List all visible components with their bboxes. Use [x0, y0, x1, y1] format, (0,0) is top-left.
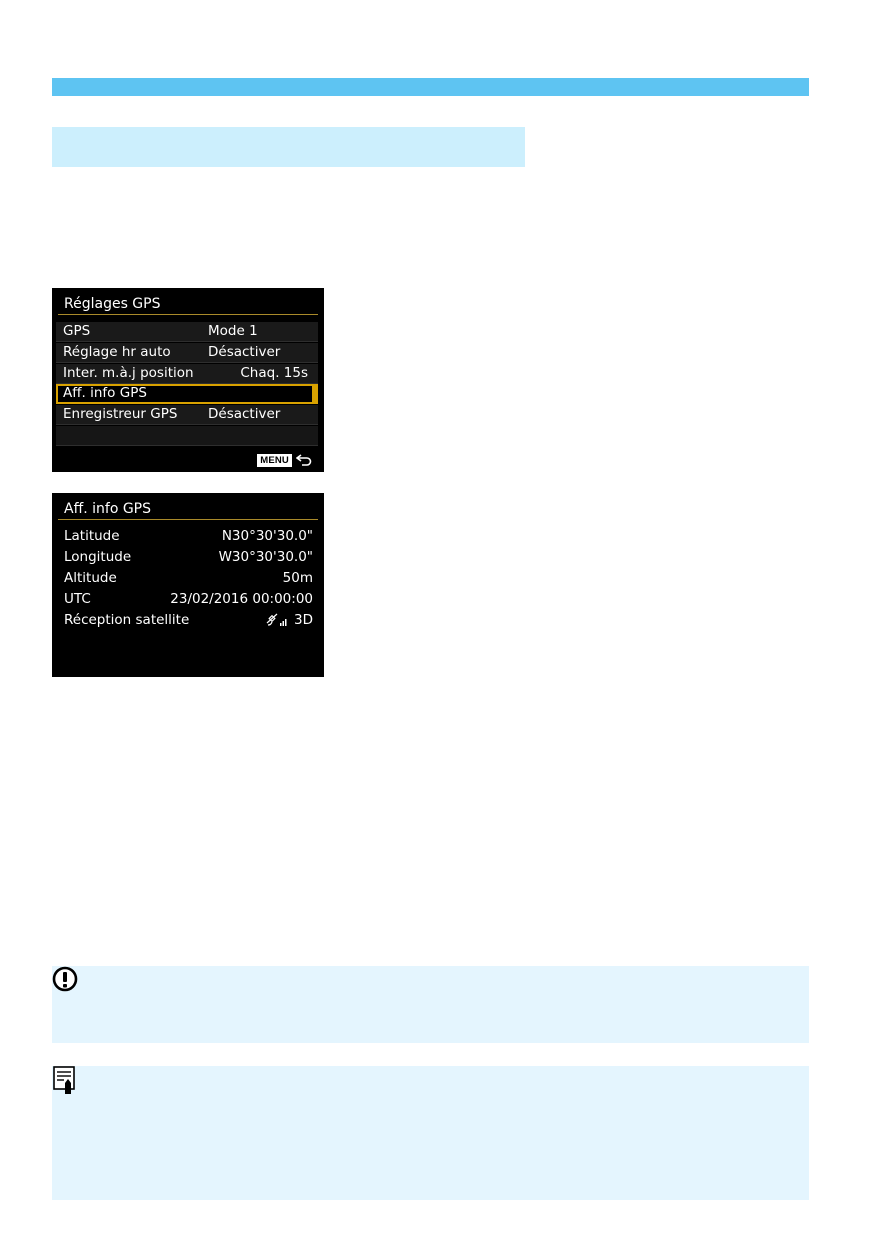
- back-control[interactable]: [257, 452, 312, 468]
- menu-button-badge: MENU: [257, 454, 292, 467]
- menu-item-label: Inter. m.à.j position: [63, 365, 194, 381]
- menu-item-label: Aff. info GPS: [63, 385, 147, 401]
- menu-item-value: Désactiver: [208, 344, 281, 360]
- info-row-satellite-reception: [64, 610, 313, 630]
- title-divider: [58, 314, 318, 315]
- memo-icon: [52, 1066, 76, 1096]
- info-value: 50m: [282, 570, 313, 586]
- info-label: Altitude: [64, 570, 117, 586]
- info-value: N30°30'30.0": [221, 528, 313, 544]
- gps-settings-screen: [52, 288, 324, 472]
- info-row-utc: [64, 589, 313, 609]
- info-row-latitude: [64, 526, 313, 546]
- memo-box: [52, 1066, 809, 1200]
- menu-item-label: Enregistreur GPS: [63, 406, 178, 422]
- info-row-longitude: [64, 547, 313, 567]
- title-divider: [58, 519, 318, 520]
- menu-item-value: Désactiver: [208, 406, 281, 422]
- info-value: W30°30'30.0": [218, 549, 313, 565]
- caution-icon: [52, 966, 78, 992]
- menu-item-gps[interactable]: [56, 322, 318, 342]
- screen-title: Réglages GPS: [64, 296, 161, 312]
- info-label: Réception satellite: [64, 612, 190, 628]
- gps-info-screen: [52, 493, 324, 677]
- menu-item-gps-logger[interactable]: [56, 405, 318, 425]
- info-row-altitude: [64, 568, 313, 588]
- info-value: 3D: [294, 612, 313, 628]
- menu-item-label: GPS: [63, 323, 91, 339]
- info-label: UTC: [64, 591, 91, 607]
- menu-item-gps-info-display[interactable]: [56, 384, 318, 404]
- menu-item-value: Mode 1: [208, 323, 258, 339]
- menu-item-auto-time-setting[interactable]: [56, 343, 318, 363]
- caution-box: [52, 966, 809, 1043]
- screen-title: Aff. info GPS: [64, 501, 152, 517]
- satellite-signal-icon: [266, 613, 288, 627]
- info-label: Latitude: [64, 528, 120, 544]
- section-heading-bar: [52, 127, 525, 167]
- menu-item-position-update-interval[interactable]: [56, 364, 318, 384]
- return-arrow-icon: [296, 454, 312, 466]
- top-header-bar: [52, 78, 809, 96]
- info-label: Longitude: [64, 549, 132, 565]
- menu-item-label: Réglage hr auto: [63, 344, 171, 360]
- menu-item-empty: [56, 426, 318, 446]
- info-value: 23/02/2016 00:00:00: [170, 591, 313, 607]
- menu-item-value: Chaq. 15s: [240, 365, 308, 381]
